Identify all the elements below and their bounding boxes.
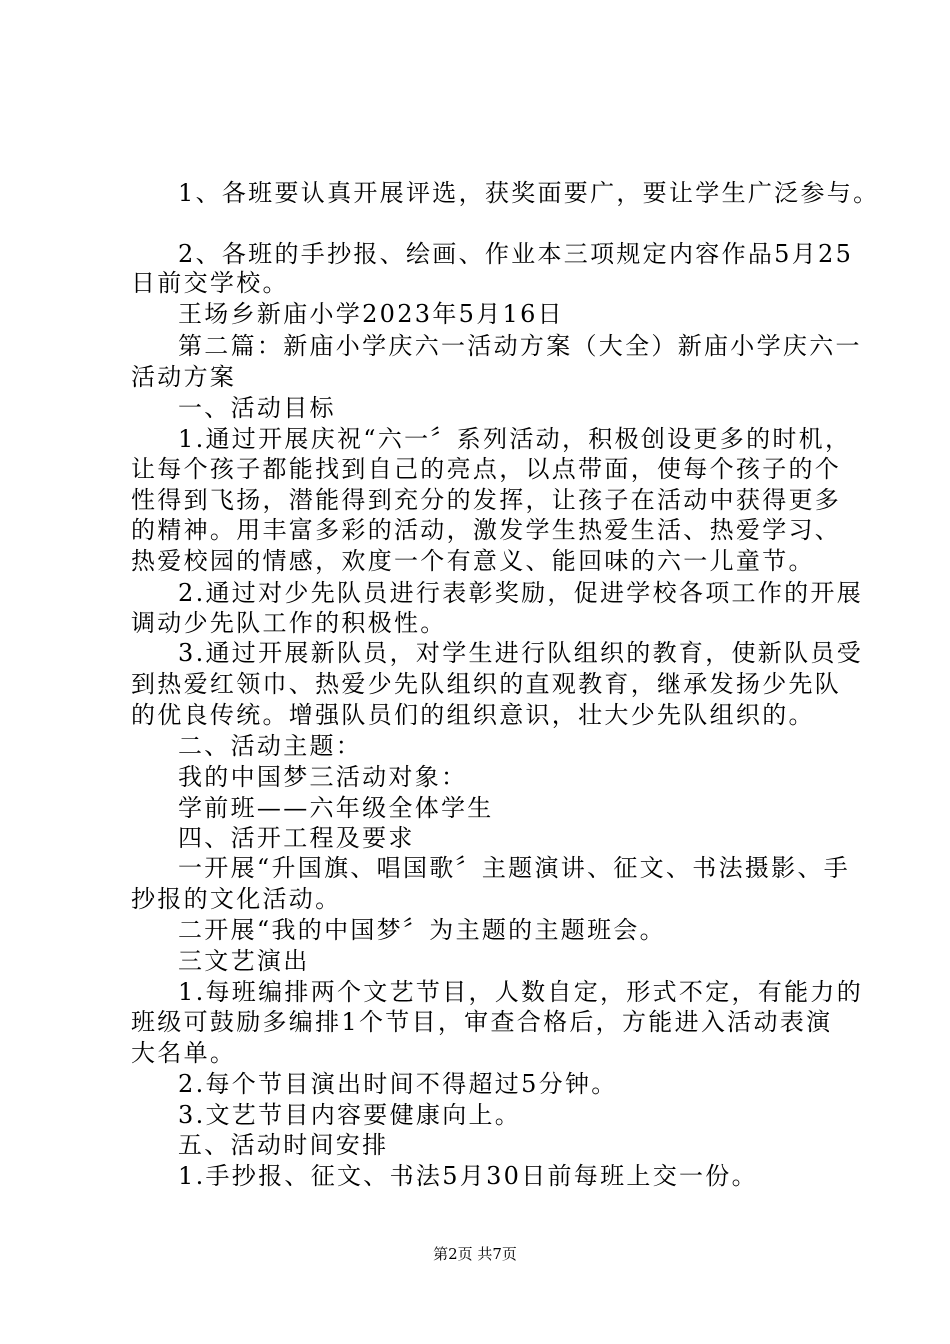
subheading: 四、活开工程及要求: [178, 824, 415, 852]
paragraph-line: 热爱校园的情感，欢度一个有意义、能回味的六一儿童节。: [131, 547, 815, 575]
paragraph-line: 2.通过对少先队员进行表彰奖励，促进学校各项工作的开展: [178, 579, 863, 607]
paragraph-line: 学前班——六年级全体学生: [178, 794, 494, 822]
paragraph-line: 到热爱红领巾、热爱少先队组织的直观教育，继承发扬少先队: [131, 670, 842, 698]
paragraph-line: 一开展“升国旗、唱国歌〞主题演讲、征文、书法摄影、手: [178, 854, 851, 882]
paragraph-line: 的优良传统。增强队员们的组织意识，壮大少先队组织的。: [131, 701, 815, 729]
paragraph-line: 2.每个节目演出时间不得超过5分钟。: [178, 1070, 618, 1098]
paragraph-line: 3.通过开展新队员，对学生进行队组织的教育，使新队员受: [178, 639, 863, 667]
paragraph-line: 大名单。: [131, 1039, 237, 1067]
paragraph-line: 二开展“我的中国梦〞为主题的主题班会。: [178, 916, 666, 944]
page-number-footer: 第2页 共7页: [433, 1245, 517, 1263]
paragraph-line: 性得到飞扬，潜能得到充分的发挥，让孩子在活动中获得更多: [131, 486, 842, 514]
subheading: 三文艺演出: [178, 947, 310, 975]
section-heading: 第二篇：新庙小学庆六一活动方案（大全）新庙小学庆六一: [178, 332, 862, 360]
paragraph-line: 的精神。用丰富多彩的活动，激发学生热爱生活、热爱学习、: [131, 516, 842, 544]
paragraph-line: 抄报的文化活动。: [131, 885, 342, 913]
paragraph-line: 1.通过开展庆祝“六一〞系列活动，积极创设更多的时机，: [178, 425, 852, 453]
paragraph-line: 1.每班编排两个文艺节目，人数自定，形式不定，有能力的: [178, 978, 863, 1006]
paragraph-line: 让每个孩子都能找到自己的亮点，以点带面，使每个孩子的个: [131, 455, 842, 483]
paragraph-line: 日前交学校。: [131, 269, 289, 297]
paragraph-line: 2、各班的手抄报、绘画、作业本三项规定内容作品5月25: [178, 240, 854, 268]
paragraph-line: 我的中国梦三活动对象：: [178, 763, 468, 791]
paragraph-line: 1、各班要认真开展评选，获奖面要广，要让学生广泛参与。: [178, 179, 880, 207]
paragraph-line: 班级可鼓励多编排1个节目，审查合格后，方能进入活动表演: [131, 1008, 833, 1036]
subheading: 一、活动目标: [178, 394, 336, 422]
paragraph-line: 调动少先队工作的积极性。: [131, 609, 447, 637]
subheading: 二、活动主题：: [178, 732, 363, 760]
section-heading: 活动方案: [131, 363, 237, 391]
paragraph-line: 1.手抄报、征文、书法5月30日前每班上交一份。: [178, 1162, 758, 1190]
paragraph-line: 3.文艺节目内容要健康向上。: [178, 1101, 522, 1129]
subheading: 五、活动时间安排: [178, 1131, 389, 1159]
signature-line: 王场乡新庙小学2023年5月16日: [178, 300, 564, 328]
